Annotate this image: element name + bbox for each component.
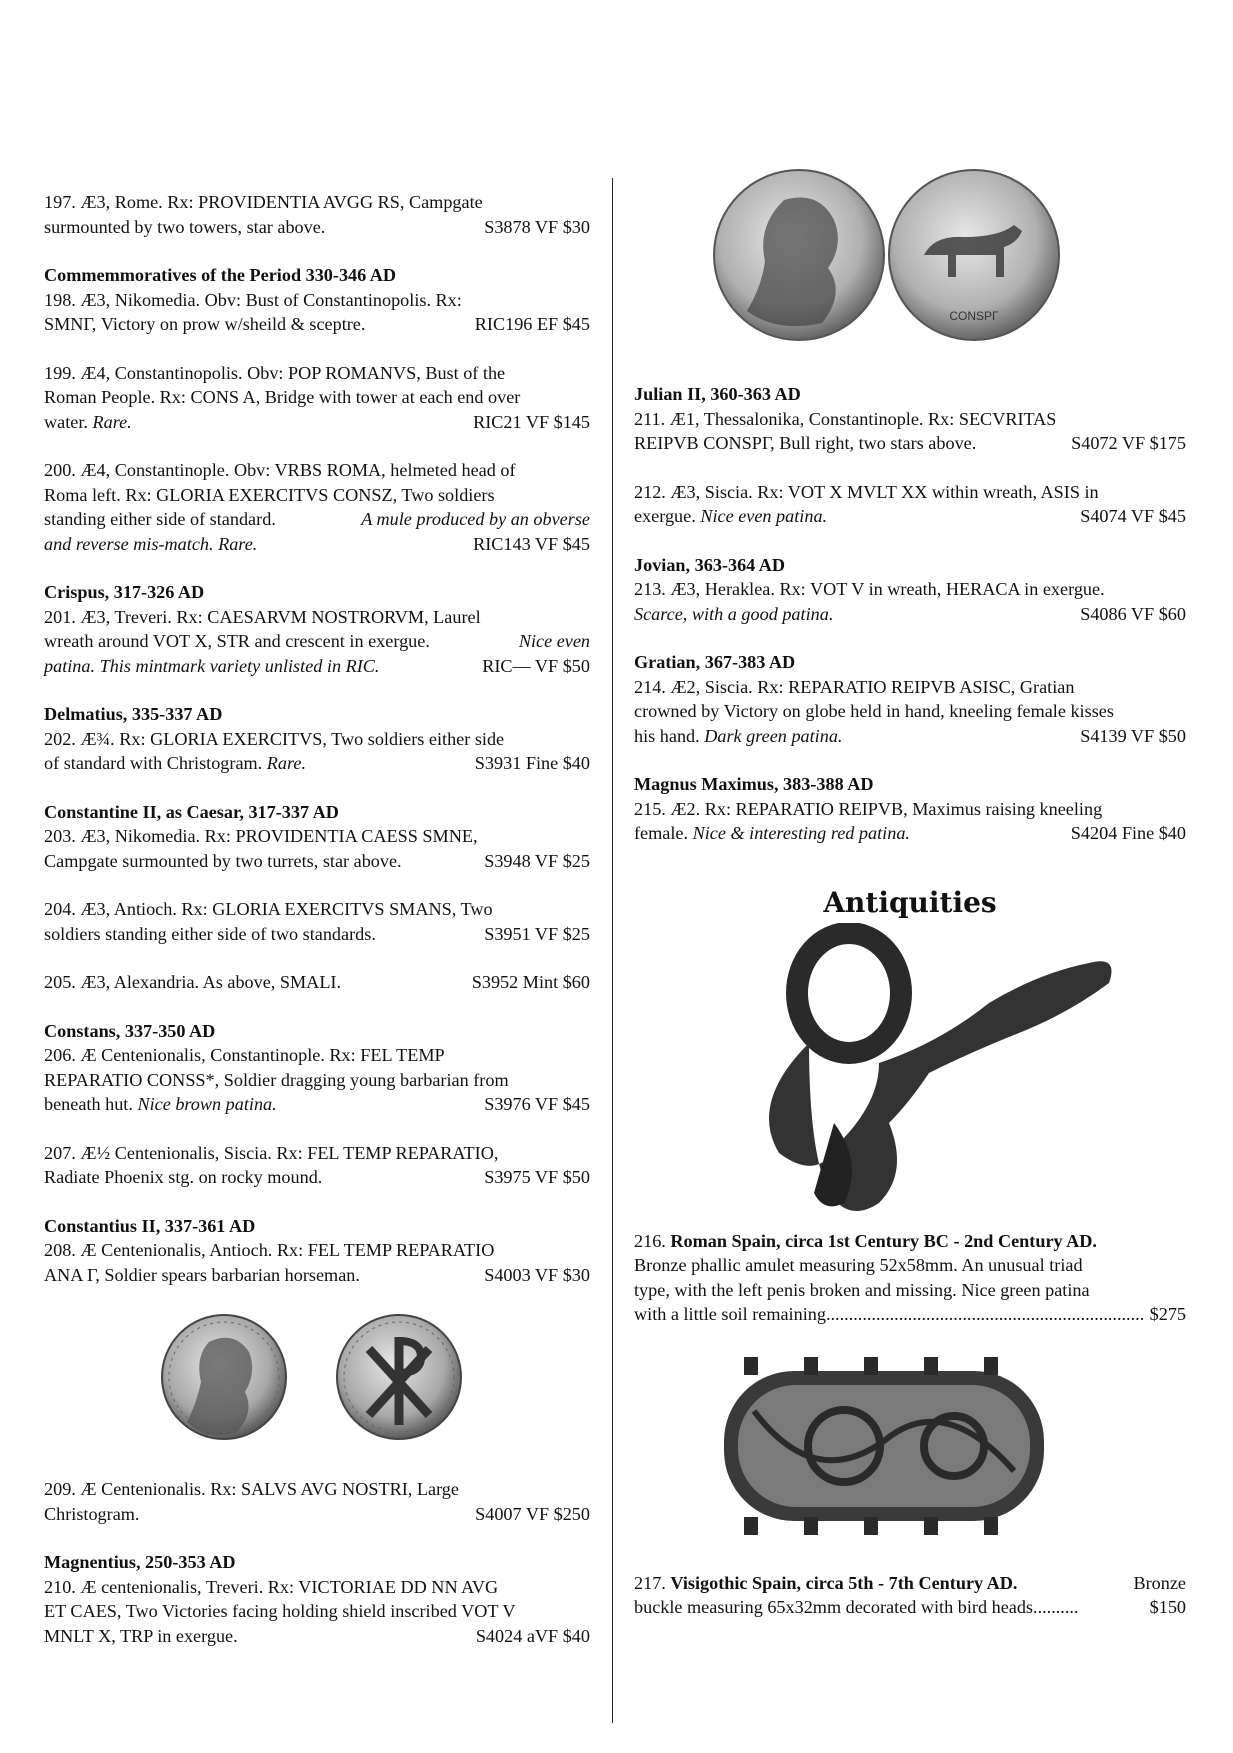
lot-note: patina. This mintmark variety unlisted in RIC. xyxy=(44,655,380,676)
section-heading: Constantine II, as Caesar, 317-337 AD xyxy=(44,801,339,822)
lot-text: ET CAES, Two Victories facing holding shield inscribed VOT V xyxy=(44,1601,516,1621)
coin-image-julian xyxy=(634,160,1186,360)
lot-price: S3951 VF $25 xyxy=(484,923,590,944)
lot-text: ANA Γ, Soldier spears barbarian horseman. xyxy=(44,1264,360,1285)
lot-text: water. xyxy=(44,411,88,432)
lot-text: 207. Æ½ Centenionalis, Siscia. Rx: FEL TEMP REPARATIO, xyxy=(44,1142,499,1163)
section-heading: Constantius II, 337-361 AD xyxy=(44,1215,256,1236)
lot-text: 215. Æ2. Rx: REPARATIO REIPVB, Maximus raising kneeling xyxy=(634,798,1103,819)
section-heading: Crispus, 317-326 AD xyxy=(44,582,205,602)
lot-text: 199. Æ4, Constantinopolis. Obv: POP ROMANVS, Bust of the xyxy=(44,362,506,383)
lot-price: S3878 VF $30 xyxy=(484,216,590,237)
lot-note: and reverse mis-match. Rare. xyxy=(44,533,258,554)
lot-201 xyxy=(44,605,590,679)
lot-text: Bronze phallic amulet measuring 52x58mm. An unusual triad xyxy=(634,1255,1083,1275)
lot-price: S3931 Fine $40 xyxy=(474,753,590,773)
lot-price: RIC— VF $50 xyxy=(482,655,590,676)
lot-text: his hand. xyxy=(634,725,700,746)
coin-obverse-julian xyxy=(714,170,884,340)
lot-text: SMNΓ, Victory on prow w/sheild & sceptre. xyxy=(44,314,366,334)
section-heading: Constans, 337-350 AD xyxy=(44,1020,216,1041)
lot-text: surmounted by two towers, star above. xyxy=(44,216,326,237)
lot-207 xyxy=(44,1141,590,1190)
lot-note: Rare. xyxy=(92,411,132,432)
lot-text: soldiers standing either side of two standards. xyxy=(44,923,376,944)
lot-note: Scarce, with a good patina. xyxy=(634,603,834,624)
lot-214 xyxy=(634,675,1186,749)
lot-217 xyxy=(634,1571,1186,1620)
antiquities-heading: Antiquities xyxy=(823,885,997,919)
lot-price: S4074 VF $45 xyxy=(1080,506,1186,526)
lot-211 xyxy=(634,407,1186,456)
lot-text: REPARATIO CONSS*, Soldier dragging young barbarian from xyxy=(44,1069,509,1090)
lot-price: S4007 VF $250 xyxy=(475,1503,590,1524)
lot-200 xyxy=(44,458,590,556)
lot-210 xyxy=(44,1575,590,1649)
lot-text: crowned by Victory on globe held in hand, kneeling female kisses xyxy=(634,701,1114,721)
coin-reverse-christogram xyxy=(337,1315,461,1439)
lot-price: S4204 Fine $40 xyxy=(1070,823,1186,843)
lot-text: MNLT X, TRP in exergue. xyxy=(44,1625,238,1646)
lot-text: Roma left. Rx: GLORIA EXERCITVS CONSZ, Two soldiers xyxy=(44,484,495,505)
lot-note: Nice even xyxy=(518,631,590,651)
lot-text: buckle measuring 65x32mm decorated with bird heads xyxy=(634,1597,1034,1617)
lot-text: 204. Æ3, Antioch. Rx: GLORIA EXERCITVS SMANS, Two xyxy=(44,899,493,919)
lot-208 xyxy=(44,1238,590,1287)
lot-price: S3975 VF $50 xyxy=(484,1167,590,1187)
lot-215 xyxy=(634,797,1186,846)
lot-213 xyxy=(634,577,1186,626)
lot-note: Rare. xyxy=(266,753,306,773)
lot-205 xyxy=(44,970,590,995)
lot-text: type, with the left penis broken and missing. Nice green patina xyxy=(634,1279,1090,1300)
lot-text: 197. Æ3, Rome. Rx: PROVIDENTIA AVGG RS, Campgate xyxy=(44,192,483,212)
lot-text: 209. Æ Centenionalis. Rx: SALVS AVG NOSTRI, Large xyxy=(44,1479,459,1499)
coin-legend: CONSPΓ xyxy=(949,309,999,323)
lot-text: Bronze xyxy=(1133,1572,1186,1593)
lot-number: 217. xyxy=(634,1572,666,1593)
lot-text: Radiate Phoenix stg. on rocky mound. xyxy=(44,1167,323,1187)
lot-price: S4139 VF $50 xyxy=(1080,725,1186,746)
lot-text: with a little soil remaining xyxy=(634,1304,826,1324)
lot-note: Nice brown patina. xyxy=(137,1094,277,1114)
section-heading: Commemmoratives of the Period 330-346 AD xyxy=(44,265,397,285)
lot-price: S4024 aVF $40 xyxy=(475,1625,590,1646)
lot-text: 214. Æ2, Siscia. Rx: REPARATIO REIPVB ASISC, Gratian xyxy=(634,676,1075,697)
lot-text: 206. Æ Centenionalis, Constantinople. Rx: FEL TEMP xyxy=(44,1045,445,1065)
lot-price: S4072 VF $175 xyxy=(1071,433,1186,453)
lot-text: exergue. xyxy=(634,506,696,526)
lot-text: 201. Æ3, Treveri. Rx: CAESARVM NOSTRORVM, Laurel xyxy=(44,606,481,627)
coin-image-centenionalis xyxy=(44,1297,590,1467)
lot-212 xyxy=(634,480,1186,529)
lot-text: Roman People. Rx: CONS A, Bridge with tower at each end over xyxy=(44,387,521,407)
lot-price: $150 xyxy=(1149,1597,1186,1617)
lot-198 xyxy=(44,288,590,337)
lot-text: Campgate surmounted by two turrets, star above. xyxy=(44,850,402,871)
lot-text: 213. Æ3, Heraklea. Rx: VOT V in wreath, HERACA in exergue. xyxy=(634,579,1105,599)
lot-199 xyxy=(44,361,590,435)
lot-text: female. xyxy=(634,823,689,843)
lot-text: standing either side of standard. xyxy=(44,509,276,529)
buckle-image xyxy=(634,1351,1186,1541)
coin-obverse xyxy=(162,1315,286,1439)
lot-text: 210. Æ centenionalis, Treveri. Rx: VICTORIAE DD NN AVG xyxy=(44,1576,499,1597)
lot-text: 212. Æ3, Siscia. Rx: VOT X MVLT XX within wreath, ASIS in xyxy=(634,481,1099,502)
leader-dots: .......... xyxy=(1033,1597,1079,1617)
lot-text: 198. Æ3, Nikomedia. Obv: Bust of Constantinopolis. Rx: xyxy=(44,289,462,310)
section-heading: Jovian, 363-364 AD xyxy=(634,554,786,575)
lot-text: 200. Æ4, Constantinople. Obv: VRBS ROMA, helmeted head of xyxy=(44,460,516,480)
lot-204 xyxy=(44,897,590,946)
lot-209 xyxy=(44,1477,590,1526)
lot-202 xyxy=(44,727,590,776)
lot-price: S3976 VF $45 xyxy=(484,1094,590,1114)
right-column xyxy=(634,160,1186,1620)
section-heading: Delmatius, 335-337 AD xyxy=(44,704,223,724)
lot-text: REIPVB CONSPΓ, Bull right, two stars above. xyxy=(634,433,977,453)
lot-197 xyxy=(44,190,590,239)
lot-title: Visigothic Spain, circa 5th - 7th Century AD. xyxy=(670,1572,1018,1593)
lot-price: RIC196 EF $45 xyxy=(474,314,590,334)
lot-price: S3948 VF $25 xyxy=(484,850,590,871)
lot-text: 211. Æ1, Thessalonika, Constantinople. Rx: SECVRITAS xyxy=(634,408,1057,429)
lot-price: RIC21 VF $145 xyxy=(473,411,590,432)
lot-text: 205. Æ3, Alexandria. As above, SMALI. xyxy=(44,972,342,992)
lot-text: of standard with Christogram. xyxy=(44,753,263,773)
section-heading: Magnentius, 250-353 AD xyxy=(44,1552,236,1572)
lot-number: 216. xyxy=(634,1230,666,1251)
coin-reverse-bull xyxy=(889,170,1059,340)
lot-text: Christogram. xyxy=(44,1503,140,1524)
lot-216 xyxy=(634,1229,1186,1327)
lot-206 xyxy=(44,1043,590,1117)
left-column xyxy=(44,190,590,1648)
lot-price: S4003 VF $30 xyxy=(484,1264,590,1285)
leader-dots: ...................................................................... xyxy=(825,1304,1145,1324)
section-heading: Gratian, 367-383 AD xyxy=(634,652,796,672)
lot-note: Nice & interesting red patina. xyxy=(692,823,910,843)
section-heading: Julian II, 360-363 AD xyxy=(634,384,801,404)
column-divider xyxy=(612,178,613,1723)
lot-text: 208. Æ Centenionalis, Antioch. Rx: FEL TEMP REPARATIO xyxy=(44,1240,495,1260)
lot-note: A mule produced by an obverse xyxy=(361,509,590,529)
lot-text: beneath hut. xyxy=(44,1094,133,1114)
lot-title: Roman Spain, circa 1st Century BC - 2nd Century AD. xyxy=(670,1230,1097,1251)
lot-text: wreath around VOT X, STR and crescent in exergue. xyxy=(44,631,430,651)
amulet-image xyxy=(634,923,1186,1223)
section-heading: Magnus Maximus, 383-388 AD xyxy=(634,774,874,794)
lot-203 xyxy=(44,824,590,873)
lot-price: $275 xyxy=(1149,1304,1186,1324)
lot-price: RIC143 VF $45 xyxy=(473,533,590,554)
lot-text: 202. Æ¾. Rx: GLORIA EXERCITVS, Two soldiers either side xyxy=(44,728,505,749)
lot-price: S3952 Mint $60 xyxy=(471,972,590,992)
lot-note: Nice even patina. xyxy=(700,506,828,526)
lot-text: 203. Æ3, Nikomedia. Rx: PROVIDENTIA CAESS SMNE, xyxy=(44,826,478,846)
lot-note: Dark green patina. xyxy=(704,725,843,746)
lot-price: S4086 VF $60 xyxy=(1080,603,1186,624)
